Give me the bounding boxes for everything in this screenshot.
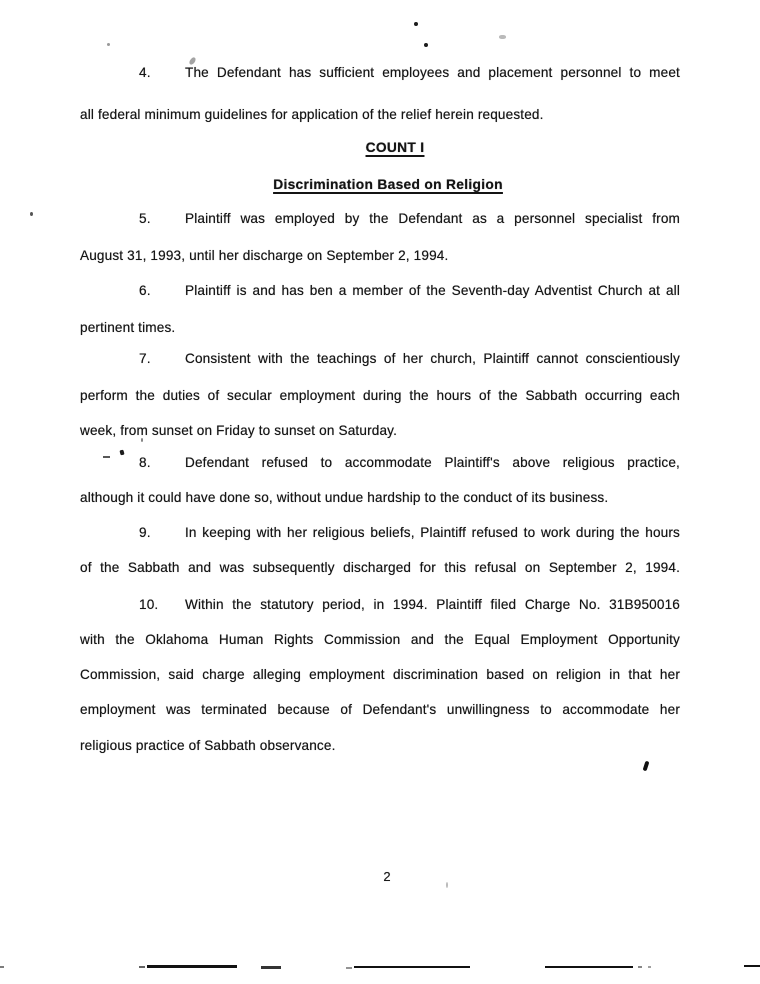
count-heading: COUNT I xyxy=(365,140,425,155)
scan-line-fragment xyxy=(648,966,651,968)
page-number: 2 xyxy=(383,869,391,884)
paragraph-4-text: The Defendant has sufficient employees and placement personnel to meet xyxy=(185,65,680,80)
scan-line-fragment xyxy=(545,966,633,968)
paragraph-6-number: 6. xyxy=(139,283,151,298)
scan-line-fragment xyxy=(346,967,352,969)
paragraph-4-line-1 xyxy=(80,64,680,81)
paragraph-4-number: 4. xyxy=(139,65,151,80)
scan-speck xyxy=(643,761,650,772)
paragraph-5-number: 5. xyxy=(139,211,151,226)
scan-speck xyxy=(424,43,428,47)
paragraph-10-line-2: with the Oklahoma Human Rights Commission and the Equal Employment Opportunity xyxy=(80,632,680,647)
paragraph-4-line-2: all federal minimum guidelines for application of the relief herein requested. xyxy=(80,107,544,122)
paragraph-7-text: Consistent with the teachings of her church, Plaintiff cannot conscientiously xyxy=(185,351,680,366)
scan-speck xyxy=(30,212,33,216)
paragraph-7-line-1 xyxy=(80,350,680,367)
scan-line-fragment xyxy=(261,966,281,969)
count-subtitle-heading: Discrimination Based on Religion xyxy=(273,177,503,192)
paragraph-7-line-2: perform the duties of secular employment during the hours of the Sabbath occurring each xyxy=(80,388,680,403)
paragraph-9-number: 9. xyxy=(139,525,151,540)
scan-line-fragment xyxy=(638,966,642,968)
scan-speck xyxy=(446,882,448,888)
scan-speck xyxy=(414,22,418,26)
paragraph-6-text: Plaintiff is and has ben a member of the Seventh-day Adventist Church at all xyxy=(185,283,680,298)
paragraph-5-line-2: August 31, 1993, until her discharge on September 2, 1994. xyxy=(80,248,449,263)
paragraph-8-number: 8. xyxy=(139,455,151,470)
paragraph-10-line-3: Commission, said charge alleging employment discrimination based on religion in that her xyxy=(80,667,680,682)
paragraph-10-line-4: employment was terminated because of Defendant's unwillingness to accommodate her xyxy=(80,702,680,717)
paragraph-9-line-1 xyxy=(80,524,680,541)
scan-line-fragment xyxy=(744,965,760,967)
paragraph-7-number: 7. xyxy=(139,351,151,366)
paragraph-6-line-2: pertinent times. xyxy=(80,320,176,335)
scan-line-fragment xyxy=(147,965,237,968)
scan-line-fragment xyxy=(139,966,145,968)
paragraph-9-line-2: of the Sabbath and was subsequently discharged for this refusal on September 2, 1994. xyxy=(80,560,680,575)
scan-line-fragment xyxy=(0,966,4,968)
scan-line-fragment xyxy=(354,966,470,968)
scan-speck xyxy=(107,43,110,46)
paragraph-7-line-3: week, from sunset on Friday to sunset on Saturday. xyxy=(80,423,398,438)
paragraph-8-line-1 xyxy=(80,454,680,471)
paragraph-5-text: Plaintiff was employed by the Defendant as a personnel specialist from xyxy=(185,211,680,226)
paragraph-10-line-1 xyxy=(80,596,680,613)
paragraph-5-line-1 xyxy=(80,210,680,227)
paragraph-6-line-1 xyxy=(80,282,680,299)
paragraph-8-text: Defendant refused to accommodate Plaintiff's above religious practice, xyxy=(185,455,680,470)
paragraph-9-text: In keeping with her religious beliefs, Plaintiff refused to work during the hours xyxy=(185,525,680,540)
paragraph-10-number: 10. xyxy=(139,597,159,612)
scan-speck xyxy=(499,35,506,39)
paragraph-10-text: Within the statutory period, in 1994. Plaintiff filed Charge No. 31B950016 xyxy=(185,597,680,612)
paragraph-8-line-2: although it could have done so, without undue hardship to the conduct of its business. xyxy=(80,490,609,505)
paragraph-10-line-5: religious practice of Sabbath observance. xyxy=(80,738,336,753)
